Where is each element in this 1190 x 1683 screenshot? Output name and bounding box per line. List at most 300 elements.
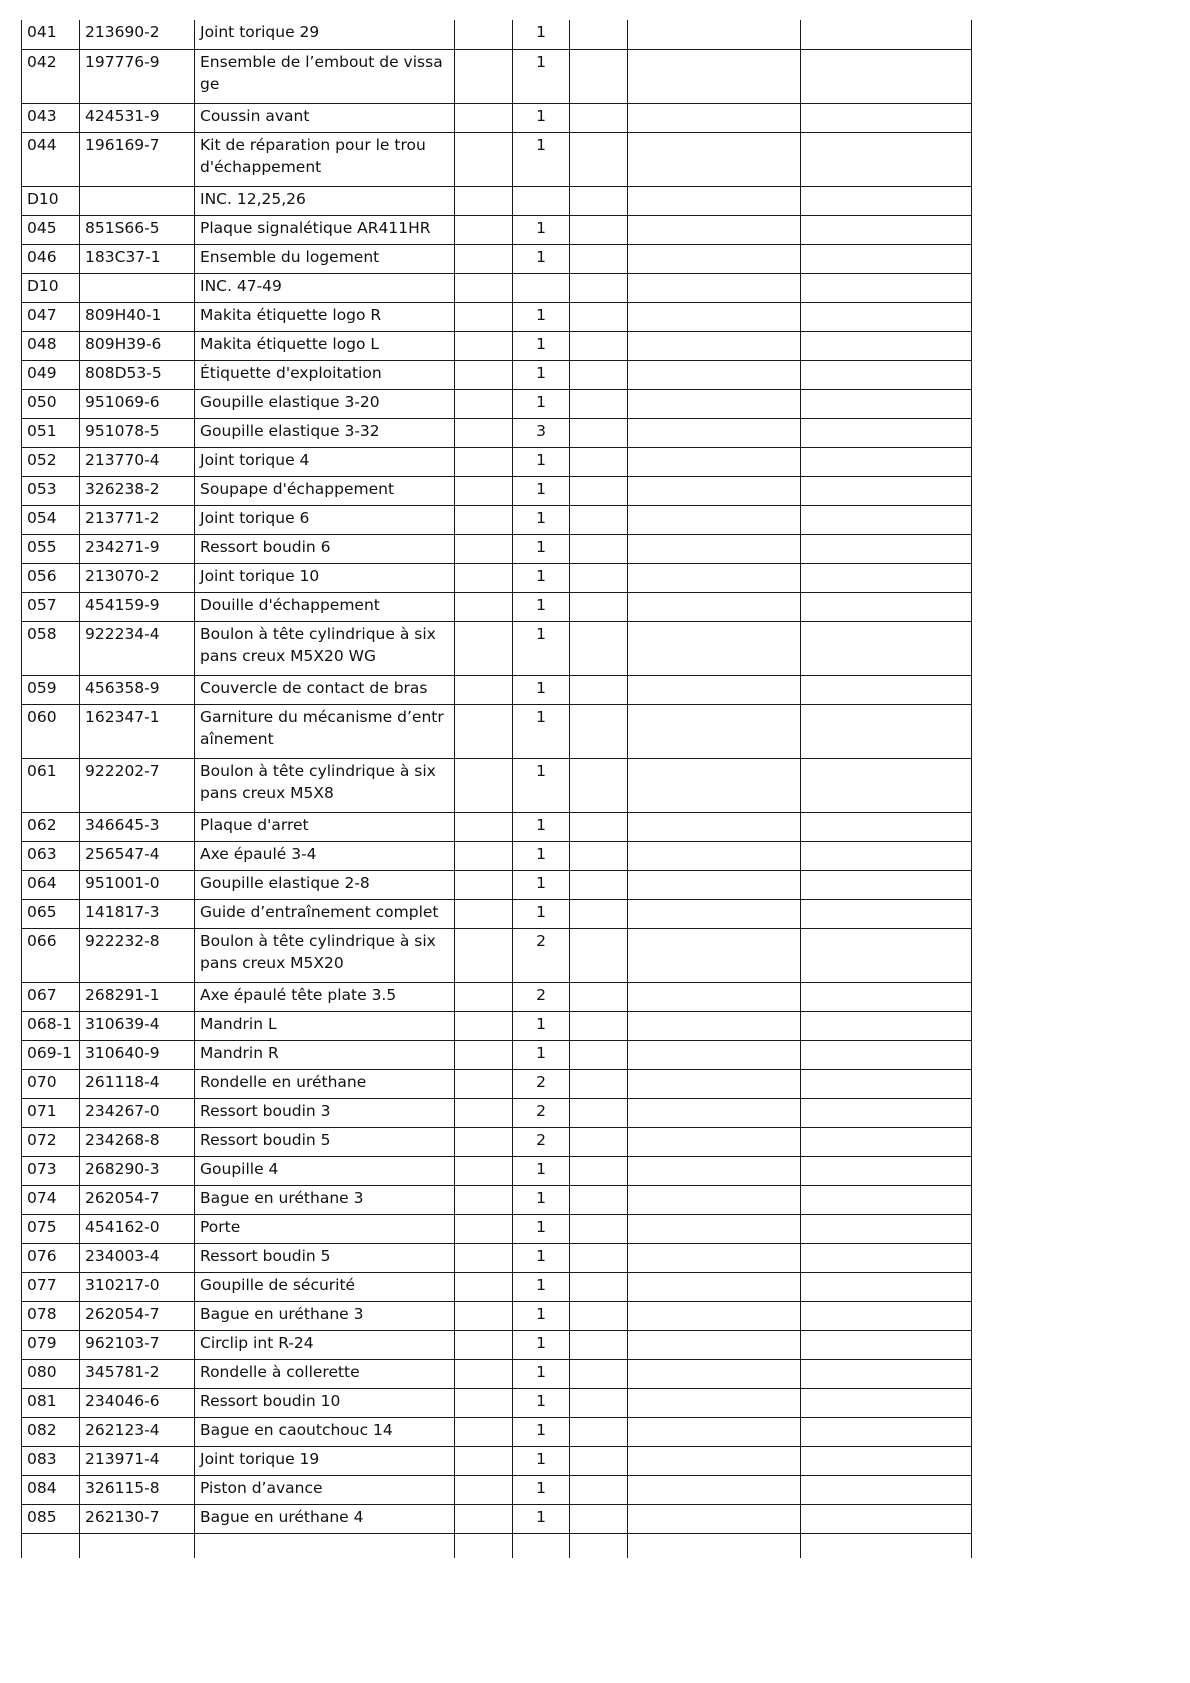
blank-cell [801,1214,972,1243]
blank-cell [570,899,628,928]
table-row [22,389,972,418]
blank-cell [513,1533,570,1558]
blank-cell [628,563,801,592]
blank-cell [628,215,801,244]
description-cell: Ressort boudin 5 [195,1127,455,1156]
blank-cell [628,1504,801,1533]
table-row [22,592,972,621]
quantity-cell: 1 [513,1446,570,1475]
blank-cell [455,758,513,812]
table-row [22,1504,972,1533]
table-row [22,331,972,360]
blank-cell [570,563,628,592]
part-number-cell: 081 [22,1388,80,1417]
quantity-cell: 1 [513,132,570,186]
blank-cell [570,132,628,186]
blank-cell [801,1185,972,1214]
reference-code-cell: 141817-3 [80,899,195,928]
blank-cell [455,186,513,215]
blank-cell [455,1417,513,1446]
reference-code-cell: 345781-2 [80,1359,195,1388]
blank-cell [628,675,801,704]
quantity-cell: 1 [513,1504,570,1533]
reference-code-cell: 809H40-1 [80,302,195,331]
description-cell: Piston d’avance [195,1475,455,1504]
blank-cell [570,841,628,870]
quantity-cell: 1 [513,302,570,331]
reference-code-cell: 197776-9 [80,49,195,103]
description-cell: Mandrin L [195,1011,455,1040]
part-number-cell: 075 [22,1214,80,1243]
reference-code-cell: 234046-6 [80,1388,195,1417]
reference-code-cell: 922202-7 [80,758,195,812]
description-cell: Makita étiquette logo R [195,302,455,331]
quantity-cell: 1 [513,758,570,812]
part-number-cell: 046 [22,244,80,273]
part-number-cell: 084 [22,1475,80,1504]
table-row [22,360,972,389]
blank-cell [628,132,801,186]
table-row [22,447,972,476]
blank-cell [570,389,628,418]
blank-cell [801,103,972,132]
blank-cell [801,447,972,476]
blank-cell [455,389,513,418]
table-row [22,982,972,1011]
quantity-cell: 1 [513,1475,570,1504]
table-row [22,1475,972,1504]
table-row [22,1272,972,1301]
blank-cell [455,812,513,841]
reference-code-cell: 262054-7 [80,1301,195,1330]
reference-code-cell: 196169-7 [80,132,195,186]
description-cell: Goupille 4 [195,1156,455,1185]
table-row [22,215,972,244]
blank-cell [801,302,972,331]
description-cell: Mandrin R [195,1040,455,1069]
blank-cell [455,621,513,675]
blank-cell [801,389,972,418]
blank-cell [570,1330,628,1359]
description-cell: Joint torique 10 [195,563,455,592]
part-number-cell: 079 [22,1330,80,1359]
blank-cell [455,215,513,244]
quantity-cell: 1 [513,1214,570,1243]
blank-cell [801,621,972,675]
part-number-cell: 064 [22,870,80,899]
blank-cell [455,982,513,1011]
blank-cell [801,476,972,505]
description-cell: Bague en caoutchouc 14 [195,1417,455,1446]
description-cell: Rondelle à collerette [195,1359,455,1388]
part-number-cell: 082 [22,1417,80,1446]
quantity-cell [513,186,570,215]
part-number-cell: 077 [22,1272,80,1301]
blank-cell [455,418,513,447]
blank-cell [801,1127,972,1156]
blank-cell [628,982,801,1011]
blank-cell [801,928,972,982]
blank-cell [628,1243,801,1272]
blank-cell [570,103,628,132]
description-cell: Goupille elastique 2-8 [195,870,455,899]
blank-cell [455,1040,513,1069]
quantity-cell: 2 [513,928,570,982]
table-row [22,563,972,592]
blank-cell [455,1098,513,1127]
blank-cell [628,273,801,302]
quantity-cell: 1 [513,675,570,704]
table-row [22,928,972,982]
blank-cell [628,1388,801,1417]
reference-code-cell: 234003-4 [80,1243,195,1272]
description-cell: Soupape d'échappement [195,476,455,505]
blank-cell [628,758,801,812]
description-cell: Joint torique 19 [195,1446,455,1475]
description-cell: Joint torique 4 [195,447,455,476]
blank-cell [455,870,513,899]
blank-cell [628,331,801,360]
blank-cell [570,1504,628,1533]
part-number-cell: D10 [22,186,80,215]
blank-cell [628,447,801,476]
part-number-cell: 078 [22,1301,80,1330]
table-row [22,1011,972,1040]
quantity-cell: 1 [513,389,570,418]
table-row [22,49,972,103]
reference-code-cell: 346645-3 [80,812,195,841]
blank-cell [628,1040,801,1069]
blank-cell [801,870,972,899]
blank-cell [455,1388,513,1417]
blank-cell [628,244,801,273]
reference-code-cell: 234267-0 [80,1098,195,1127]
reference-code-cell: 808D53-5 [80,360,195,389]
blank-cell [455,1127,513,1156]
blank-cell [628,476,801,505]
part-number-cell: 056 [22,563,80,592]
blank-cell [628,1533,801,1558]
part-number-cell: 059 [22,675,80,704]
description-cell: Rondelle en uréthane [195,1069,455,1098]
blank-cell [801,1533,972,1558]
reference-code-cell: 310640-9 [80,1040,195,1069]
blank-cell [570,534,628,563]
blank-cell [570,273,628,302]
blank-cell [801,273,972,302]
reference-code-cell: 326115-8 [80,1475,195,1504]
blank-cell [570,505,628,534]
blank-cell [455,563,513,592]
blank-cell [570,928,628,982]
table-row [22,758,972,812]
blank-cell [628,1475,801,1504]
parts-table [21,20,972,1558]
table-row [22,1417,972,1446]
table-row [22,418,972,447]
blank-cell [801,563,972,592]
description-cell: Couvercle de contact de bras [195,675,455,704]
blank-cell [801,982,972,1011]
reference-code-cell: 310217-0 [80,1272,195,1301]
reference-code-cell: 851S66-5 [80,215,195,244]
quantity-cell: 1 [513,447,570,476]
blank-cell [455,302,513,331]
part-number-cell: 071 [22,1098,80,1127]
blank-cell [801,1040,972,1069]
blank-cell [455,447,513,476]
table-row [22,812,972,841]
reference-code-cell: 183C37-1 [80,244,195,273]
description-cell: Ensemble de l’embout de vissage [195,49,455,103]
table-row [22,1388,972,1417]
reference-code-cell: 162347-1 [80,704,195,758]
table-row [22,704,972,758]
blank-cell [801,1156,972,1185]
blank-cell [628,1098,801,1127]
reference-code-cell: 213690-2 [80,20,195,49]
blank-cell [628,1011,801,1040]
part-number-cell: 067 [22,982,80,1011]
blank-cell [455,476,513,505]
blank-cell [570,302,628,331]
blank-cell [570,758,628,812]
blank-cell [570,704,628,758]
blank-cell [628,360,801,389]
reference-code-cell: 268290-3 [80,1156,195,1185]
part-number-cell: 058 [22,621,80,675]
description-cell: Joint torique 29 [195,20,455,49]
blank-cell [570,49,628,103]
blank-cell [628,389,801,418]
part-number-cell: 076 [22,1243,80,1272]
blank-cell [628,103,801,132]
description-cell: Goupille elastique 3-32 [195,418,455,447]
quantity-cell: 1 [513,215,570,244]
blank-cell [628,1359,801,1388]
part-number-cell: 072 [22,1127,80,1156]
blank-cell [628,1214,801,1243]
blank-cell [455,841,513,870]
part-number-cell: 044 [22,132,80,186]
blank-cell [570,1272,628,1301]
blank-cell [801,49,972,103]
reference-code-cell [80,186,195,215]
blank-cell [801,899,972,928]
reference-code-cell: 213070-2 [80,563,195,592]
blank-cell [628,1069,801,1098]
description-cell: Porte [195,1214,455,1243]
blank-cell [455,592,513,621]
blank-cell [628,418,801,447]
description-cell: Ressort boudin 10 [195,1388,455,1417]
blank-cell [570,1156,628,1185]
blank-cell [455,20,513,49]
blank-cell [801,20,972,49]
blank-cell [570,1098,628,1127]
blank-cell [628,812,801,841]
blank-cell [628,841,801,870]
blank-cell [801,1243,972,1272]
blank-cell [570,1446,628,1475]
reference-code-cell: 922232-8 [80,928,195,982]
table-row [22,1301,972,1330]
table-row-continued [22,1533,972,1558]
reference-code-cell: 951078-5 [80,418,195,447]
blank-cell [801,331,972,360]
blank-cell [628,1417,801,1446]
reference-code-cell: 951069-6 [80,389,195,418]
reference-code-cell: 922234-4 [80,621,195,675]
quantity-cell: 1 [513,1011,570,1040]
quantity-cell: 1 [513,331,570,360]
reference-code-cell: 454159-9 [80,592,195,621]
quantity-cell: 1 [513,1272,570,1301]
blank-cell [628,20,801,49]
description-cell: Goupille de sécurité [195,1272,455,1301]
quantity-cell: 1 [513,1185,570,1214]
blank-cell [628,621,801,675]
quantity-cell: 2 [513,1069,570,1098]
table-row [22,1069,972,1098]
quantity-cell: 1 [513,1388,570,1417]
reference-code-cell: 456358-9 [80,675,195,704]
description-cell: Kit de réparation pour le trou d'échappement [195,132,455,186]
blank-cell [455,103,513,132]
blank-cell [628,186,801,215]
description-cell: Ensemble du logement [195,244,455,273]
blank-cell [570,1127,628,1156]
quantity-cell: 3 [513,418,570,447]
description-cell: Boulon à tête cylindrique à six pans creux M5X20 WG [195,621,455,675]
description-cell: Boulon à tête cylindrique à six pans creux M5X20 [195,928,455,982]
table-row [22,244,972,273]
blank-cell [455,704,513,758]
blank-cell [570,675,628,704]
blank-cell [455,928,513,982]
blank-cell [570,812,628,841]
part-number-cell: 055 [22,534,80,563]
blank-cell [570,1533,628,1558]
part-number-cell: 051 [22,418,80,447]
blank-cell [801,758,972,812]
blank-cell [801,1330,972,1359]
reference-code-cell: 262130-7 [80,1504,195,1533]
description-cell: Douille d'échappement [195,592,455,621]
blank-cell [570,1069,628,1098]
blank-cell [570,447,628,476]
table-row [22,675,972,704]
table-row [22,870,972,899]
blank-cell [570,982,628,1011]
table-row [22,1243,972,1272]
description-cell: INC. 47-49 [195,273,455,302]
blank-cell [80,1533,195,1558]
reference-code-cell: 256547-4 [80,841,195,870]
blank-cell [570,870,628,899]
blank-cell [570,244,628,273]
table-row [22,621,972,675]
blank-cell [628,1185,801,1214]
quantity-cell: 1 [513,1301,570,1330]
blank-cell [570,621,628,675]
blank-cell [570,1214,628,1243]
description-cell: Ressort boudin 5 [195,1243,455,1272]
blank-cell [195,1533,455,1558]
blank-cell [455,1272,513,1301]
blank-cell [801,215,972,244]
quantity-cell: 1 [513,592,570,621]
part-number-cell: 048 [22,331,80,360]
table-row [22,132,972,186]
quantity-cell: 2 [513,1098,570,1127]
description-cell: Bague en uréthane 3 [195,1301,455,1330]
blank-cell [570,1301,628,1330]
blank-cell [570,186,628,215]
reference-code-cell: 326238-2 [80,476,195,505]
description-cell: Garniture du mécanisme d’entraînement [195,704,455,758]
quantity-cell: 1 [513,563,570,592]
blank-cell [801,418,972,447]
part-number-cell: 085 [22,1504,80,1533]
blank-cell [801,1098,972,1127]
description-cell: Joint torique 6 [195,505,455,534]
quantity-cell: 1 [513,1417,570,1446]
reference-code-cell: 809H39-6 [80,331,195,360]
blank-cell [628,1156,801,1185]
blank-cell [455,1011,513,1040]
part-number-cell: 053 [22,476,80,505]
blank-cell [455,244,513,273]
description-cell: Ressort boudin 3 [195,1098,455,1127]
blank-cell [455,331,513,360]
blank-cell [801,244,972,273]
blank-cell [570,1475,628,1504]
blank-cell [801,675,972,704]
table-row [22,476,972,505]
blank-cell [455,534,513,563]
blank-cell [628,505,801,534]
part-number-cell: 065 [22,899,80,928]
blank-cell [801,1359,972,1388]
reference-code-cell: 424531-9 [80,103,195,132]
part-number-cell: 068-1 [22,1011,80,1040]
blank-cell [455,1330,513,1359]
blank-cell [628,1272,801,1301]
blank-cell [455,1475,513,1504]
quantity-cell: 1 [513,20,570,49]
blank-cell [455,1185,513,1214]
table-row [22,302,972,331]
part-number-cell: 073 [22,1156,80,1185]
blank-cell [570,331,628,360]
part-number-cell: 045 [22,215,80,244]
description-cell: Guide d’entraînement complet [195,899,455,928]
part-number-cell: 080 [22,1359,80,1388]
description-cell: Axe épaulé 3-4 [195,841,455,870]
part-number-cell: 043 [22,103,80,132]
blank-cell [801,1301,972,1330]
blank-cell [570,418,628,447]
reference-code-cell: 234271-9 [80,534,195,563]
part-number-cell: 060 [22,704,80,758]
table-row [22,899,972,928]
quantity-cell: 1 [513,841,570,870]
description-cell: Bague en uréthane 4 [195,1504,455,1533]
part-number-cell: 049 [22,360,80,389]
quantity-cell: 1 [513,1243,570,1272]
description-cell: Axe épaulé tête plate 3.5 [195,982,455,1011]
